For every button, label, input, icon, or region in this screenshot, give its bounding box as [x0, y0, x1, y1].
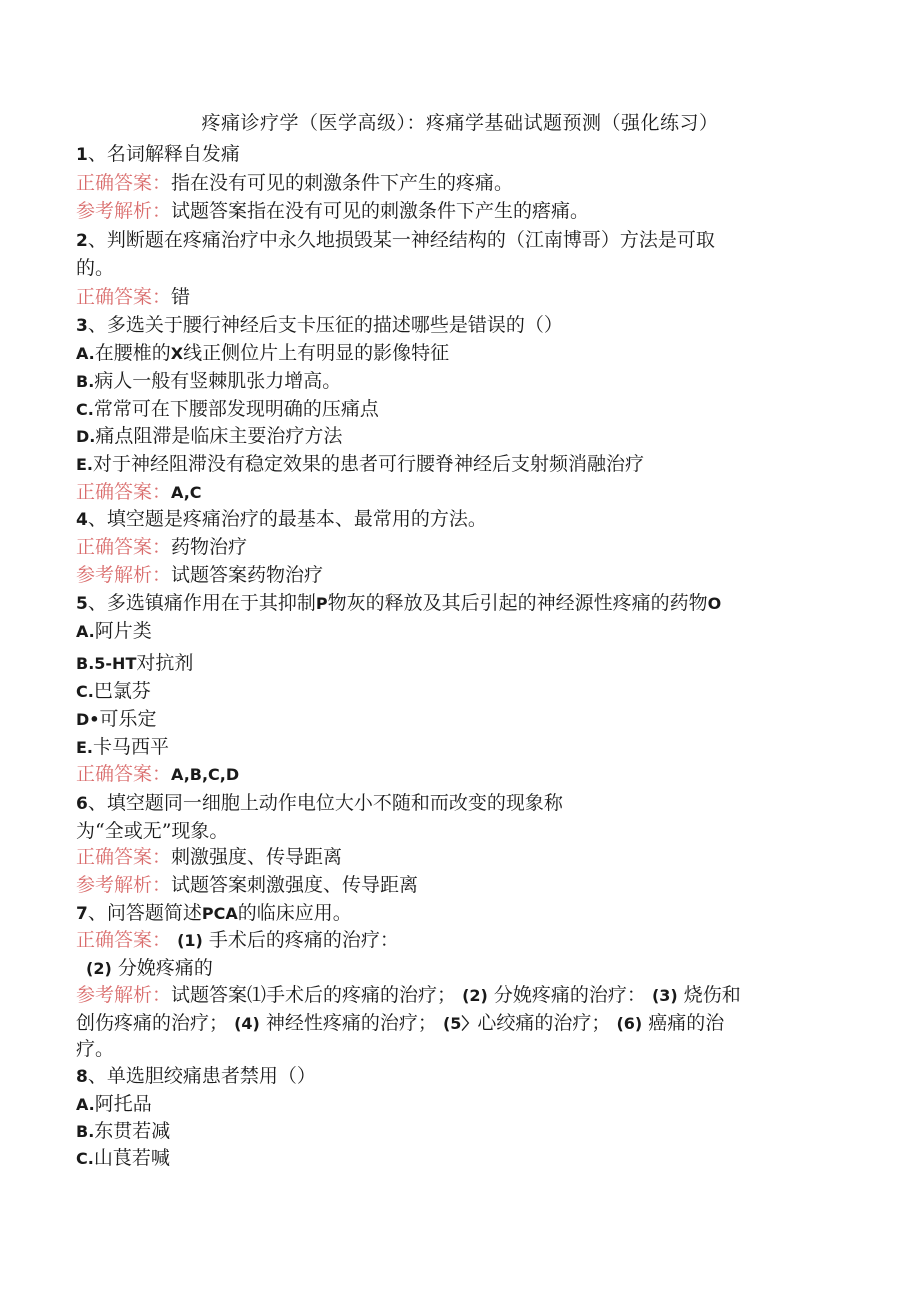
option-text: 山茛若喊 [93, 1147, 170, 1169]
question-number: 2 [76, 231, 88, 251]
answer-text: A,C [171, 483, 202, 502]
analysis-text: 试题答案指在没有可见的刺激条件下产生的瘩痛。 [171, 200, 590, 222]
analysis-line-cont [76, 1012, 724, 1035]
analysis-number: (6) [616, 1014, 643, 1033]
answer-text: A,B,C,D [171, 765, 240, 784]
answer-line [76, 536, 247, 558]
analysis-text: 疗。 [76, 1038, 115, 1060]
analysis-label: 参考解析： [76, 984, 172, 1006]
option-key: A. [76, 344, 95, 363]
option-c [76, 680, 151, 703]
question-3 [76, 314, 563, 337]
option-text: 线正侧位片上有明显的影像特征 [183, 342, 450, 364]
answer-label: 正确答案： [76, 286, 172, 308]
page-title: 疼痛诊疗学（医学高级）：疼痛学基础试题预测（强化练习） [201, 112, 719, 134]
option-d [76, 425, 342, 448]
analysis-label: 参考解析： [76, 564, 172, 586]
question-number: 7 [76, 904, 88, 924]
analysis-label: 参考解析： [76, 200, 172, 222]
question-text: 、多选关于腰行神经后支卡压征的描述哪些是错误的（） [87, 314, 563, 336]
analysis-number: (5〉 [442, 1014, 478, 1033]
option-key: B. [76, 1122, 95, 1141]
option-text: 可乐定 [99, 708, 157, 730]
analysis-number: (4) [234, 1014, 260, 1033]
analysis-text: 试题答案药物治疗 [171, 564, 324, 586]
question-1 [76, 143, 240, 166]
option-text: 对抗剂 [136, 652, 194, 674]
question-2 [76, 229, 715, 252]
option-text: 常常可在下腰部发现明确的压痛点 [93, 398, 379, 420]
option-key: C. [76, 400, 94, 419]
option-key: D• [76, 710, 100, 729]
analysis-text: 创伤疼痛的治疗； [76, 1012, 229, 1034]
question-number: 4 [76, 510, 88, 530]
option-a [76, 620, 152, 643]
question-text: 的临床应用。 [237, 902, 352, 924]
analysis-line [76, 200, 589, 222]
question-8 [76, 1065, 316, 1088]
option-key: D. [76, 427, 96, 446]
question-text: 、判断题在疼痛治疗中永久地损毁某一神经结构的（江南博哥）方法是可取 [87, 229, 715, 251]
question-number: 1 [76, 145, 88, 165]
option-a [76, 342, 449, 365]
analysis-line [76, 984, 741, 1007]
question-text: 、多选镇痛作用在于其抑制 [87, 592, 316, 614]
option-b [76, 1120, 170, 1143]
option-text: 巴氯芬 [93, 680, 151, 702]
analysis-text: 烧伤和 [683, 984, 741, 1006]
answer-line [76, 929, 399, 952]
question-text: 、单选胆绞痛患者禁用（） [87, 1065, 316, 1087]
question-text-end: O [707, 594, 722, 613]
answer-label: 正确答案： [76, 481, 172, 503]
question-number: 3 [76, 316, 88, 336]
option-text: 东贯若减 [94, 1120, 171, 1142]
option-key: B.5-HT [76, 654, 137, 673]
option-key: E. [76, 455, 94, 474]
option-c [76, 398, 379, 421]
answer-line [76, 763, 239, 786]
question-number: 8 [76, 1067, 88, 1087]
question-text: 物灰的释放及其后引起的神经源性疼痛的药物 [327, 592, 708, 614]
option-a [76, 1093, 152, 1116]
option-text: 病人一般有竖棘肌张力增高。 [94, 370, 342, 392]
question-text: 、问答题简述 [87, 902, 202, 924]
option-key: C. [76, 682, 94, 701]
answer-text: 错 [171, 286, 191, 308]
question-number: 6 [76, 794, 88, 814]
option-text: 对于神经阻滞没有稳定效果的患者可行腰脊神经后支射频消融治疗 [93, 453, 645, 475]
analysis-text: 神经性疼痛的治疗； [265, 1012, 437, 1034]
question-text: 、填空题同一细胞上动作电位大小不随和而改变的现象称 [87, 792, 563, 814]
option-text: 卡马西平 [93, 736, 170, 758]
option-b [76, 652, 193, 675]
question-number: 5 [76, 594, 88, 614]
option-key: A. [76, 1095, 95, 1114]
answer-label: 正确答案： [76, 929, 172, 951]
question-4 [76, 508, 487, 531]
question-text: 的。 [76, 257, 115, 279]
question-text: 、名词解释自发痛 [87, 143, 240, 165]
question-text: 、填空题是疼痛治疗的最基本、最常用的方法。 [87, 508, 487, 530]
question-text-bold: P [315, 594, 328, 613]
answer-number: (1) [177, 931, 203, 950]
analysis-line [76, 874, 418, 896]
answer-text: 刺激强度、传导距离 [171, 846, 343, 868]
analysis-text: 试题答案⑴手术后的疼痛的治疗； [171, 984, 457, 1006]
option-e [76, 736, 169, 759]
question-2-cont [76, 257, 114, 279]
option-text: 在腰椎的 [94, 342, 171, 364]
option-text: 阿片类 [94, 620, 152, 642]
option-key: C. [76, 1149, 94, 1168]
answer-label: 正确答案： [76, 172, 172, 194]
analysis-text: 心绞痛的治疗； [477, 1012, 611, 1034]
answer-label: 正确答案： [76, 846, 172, 868]
analysis-number: (3) [651, 986, 678, 1005]
question-text: 为“全或无”现象。 [76, 820, 229, 842]
option-key: E. [76, 738, 94, 757]
answer-line [76, 286, 190, 308]
analysis-text: 癌痛的治 [648, 1012, 725, 1034]
analysis-number: (2) [462, 986, 488, 1005]
question-7 [76, 902, 352, 925]
option-text: 痛点阻滞是临床主要治疗方法 [95, 425, 343, 447]
analysis-text: 分娩疼痛的治疗： [493, 984, 646, 1006]
question-6-cont [76, 820, 228, 842]
question-text-bold: PCA [201, 904, 238, 923]
analysis-text: 试题答案刺激强度、传导距离 [171, 874, 419, 896]
analysis-line [76, 564, 323, 586]
answer-text: 手术后的疼痛的治疗： [208, 929, 399, 951]
answer-line-cont [86, 957, 213, 980]
answer-line [76, 172, 513, 194]
answer-line [76, 846, 342, 868]
question-5 [76, 592, 721, 615]
analysis-line-cont [76, 1038, 114, 1060]
option-d [76, 708, 157, 731]
answer-number: (2) [86, 959, 112, 978]
option-text-bold: X [170, 344, 184, 363]
answer-text: 药物治疗 [171, 536, 248, 558]
option-key: B. [76, 372, 95, 391]
answer-text: 分娩疼痛的 [117, 957, 213, 979]
answer-label: 正确答案： [76, 536, 172, 558]
option-text: 阿托品 [94, 1093, 152, 1115]
answer-label: 正确答案： [76, 763, 172, 785]
answer-text: 指在没有可见的刺激条件下产生的疼痛。 [171, 172, 514, 194]
option-b [76, 370, 341, 393]
option-e [76, 453, 644, 476]
question-6 [76, 792, 563, 815]
option-c [76, 1147, 170, 1170]
answer-line [76, 481, 202, 504]
analysis-label: 参考解析： [76, 874, 172, 896]
option-key: A. [76, 622, 95, 641]
